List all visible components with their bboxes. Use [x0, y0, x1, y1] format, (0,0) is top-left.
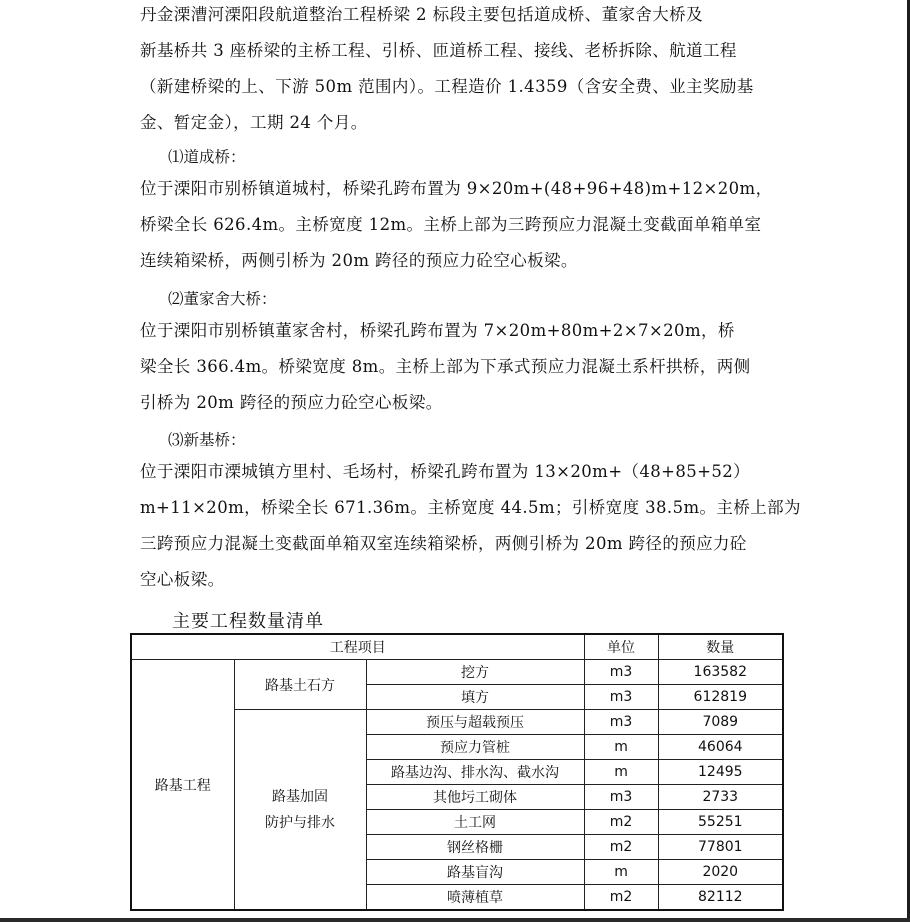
qty-cell: 55251 — [658, 810, 783, 835]
text-line: （新建桥梁的上、下游 50m 范围内）。工程造价 1.4359（含安全费、业主奖励基 — [140, 77, 754, 96]
bridge-paragraph — [140, 313, 780, 421]
group-cell — [234, 710, 366, 911]
text-line: 引桥为 20m 跨径的预应力砼空心板梁。 — [140, 393, 443, 412]
table-row — [131, 660, 783, 685]
intro-paragraph — [140, 0, 780, 141]
qty-cell: 82112 — [658, 885, 783, 911]
item-cell: 预应力管桩 — [366, 735, 584, 760]
category-cell: 路基工程 — [131, 660, 234, 911]
item-cell: 其他圬工砌体 — [366, 785, 584, 810]
header-item: 工程项目 — [131, 634, 584, 660]
text-line: 金、暂定金），工期 24 个月。 — [140, 113, 368, 132]
section-heading: ⑵董家舍大桥： — [168, 290, 277, 308]
qty-cell: 163582 — [658, 660, 783, 685]
unit-cell: m3 — [584, 710, 658, 735]
unit-cell: m2 — [584, 885, 658, 911]
text-line: m+11×20m，桥梁全长 671.36m。主桥宽度 44.5m；引桥宽度 38.5m。主桥上部为 — [140, 498, 801, 517]
header-unit: 单位 — [584, 634, 658, 660]
section-heading: ⑶新基桥： — [168, 431, 246, 449]
item-cell: 填方 — [366, 685, 584, 710]
unit-cell: m — [584, 760, 658, 785]
text-line: 空心板梁。 — [140, 570, 225, 589]
item-cell: 喷薄植草 — [366, 885, 584, 911]
text-line: 三跨预应力混凝土变截面单箱双室连续箱梁桥，两侧引桥为 20m 跨径的预应力砼 — [140, 534, 747, 553]
text-line: 新基桥共 3 座桥梁的主桥工程、引桥、匝道桥工程、接线、老桥拆除、航道工程 — [140, 41, 737, 60]
table-title: 主要工程数量清单 — [172, 611, 324, 632]
qty-cell: 2020 — [658, 860, 783, 885]
item-cell: 土工网 — [366, 810, 584, 835]
quantity-table — [130, 633, 784, 911]
group-line: 路基加固 — [272, 788, 328, 805]
group-line: 防护与排水 — [265, 814, 335, 831]
group-cell: 路基土石方 — [234, 660, 366, 710]
text-line: 位于溧阳市别桥镇道城村，桥梁孔跨布置为 9×20m+(48+96+48)m+12×20m， — [140, 179, 773, 198]
viewer-bottom-bar — [0, 918, 910, 922]
unit-cell: m3 — [584, 685, 658, 710]
item-cell: 钢丝格栅 — [366, 835, 584, 860]
unit-cell: m2 — [584, 810, 658, 835]
text-line: 丹金溧漕河溧阳段航道整治工程桥梁 2 标段主要包括道成桥、董家舍大桥及 — [140, 5, 703, 24]
text-line: 桥梁全长 626.4m。主桥宽度 12m。主桥上部为三跨预应力混凝土变截面单箱单室 — [140, 215, 762, 234]
qty-cell: 7089 — [658, 710, 783, 735]
qty-cell: 2733 — [658, 785, 783, 810]
unit-cell: m — [584, 735, 658, 760]
header-qty: 数量 — [658, 634, 783, 660]
unit-cell: m3 — [584, 660, 658, 685]
item-cell: 预压与超载预压 — [366, 710, 584, 735]
unit-cell: m2 — [584, 835, 658, 860]
text-line: 位于溧阳市别桥镇董家舍村，桥梁孔跨布置为 7×20m+80m+2×7×20m，桥 — [140, 321, 735, 340]
table-header-row — [131, 634, 783, 660]
qty-cell: 46064 — [658, 735, 783, 760]
unit-cell: m3 — [584, 785, 658, 810]
bridge-paragraph — [140, 171, 780, 279]
text-line: 梁全长 366.4m。桥梁宽度 8m。主桥上部为下承式预应力混凝土系杆拱桥，两侧 — [140, 357, 751, 376]
text-line: 位于溧阳市溧城镇方里村、毛场村，桥梁孔跨布置为 13×20m+（48+85+52） — [140, 462, 751, 481]
text-line: 连续箱梁桥，两侧引桥为 20m 跨径的预应力砼空心板梁。 — [140, 251, 578, 270]
section-heading: ⑴道成桥： — [168, 148, 246, 166]
item-cell: 路基边沟、排水沟、截水沟 — [366, 760, 584, 785]
item-cell: 路基盲沟 — [366, 860, 584, 885]
qty-cell: 77801 — [658, 835, 783, 860]
bridge-paragraph — [140, 454, 801, 598]
item-cell: 挖方 — [366, 660, 584, 685]
unit-cell: m — [584, 860, 658, 885]
qty-cell: 612819 — [658, 685, 783, 710]
qty-cell: 12495 — [658, 760, 783, 785]
